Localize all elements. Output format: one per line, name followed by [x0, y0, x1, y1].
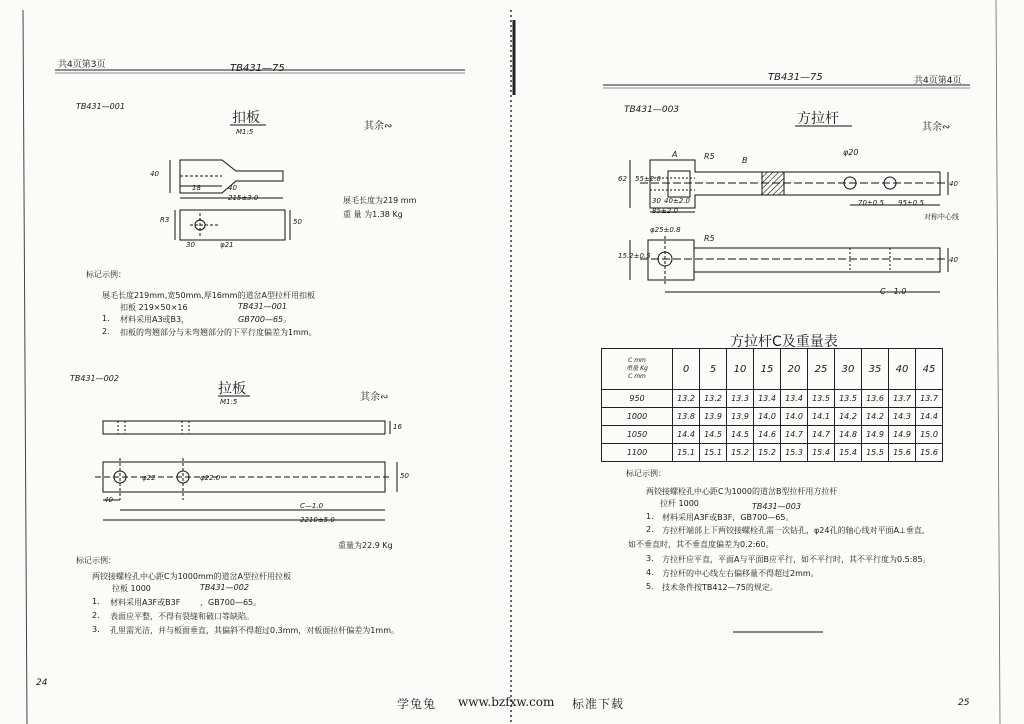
weight-table-corner — [602, 349, 673, 390]
part2-dim-40: 40 — [104, 496, 113, 504]
part2-weight: 重量为22.9 Kg — [338, 541, 393, 550]
part1-req1: 材料采用A3或B3， — [120, 315, 190, 324]
table-cell: 14.0 — [754, 408, 781, 426]
footer-label: 标准下载 — [572, 697, 625, 711]
part3-r5-top: R5 — [704, 152, 715, 161]
part3-req2: 方拉杆端部上下两铰接螺栓孔需一次钻孔，φ24孔的轴心线对平面A⊥垂直, — [662, 526, 925, 535]
table-cell: 15.3 — [781, 444, 808, 462]
part3-req4-no: 4. — [646, 568, 654, 577]
part3-mark-title: 标记示例： — [626, 469, 666, 478]
part2-dim-phi2: φ22.0 — [200, 474, 221, 482]
table-row — [602, 426, 943, 444]
part3-label-b: B — [742, 156, 748, 165]
right-page-number: 25 — [958, 698, 970, 708]
table-cell: 14.4 — [673, 426, 700, 444]
part3-req5-no: 5. — [646, 582, 654, 591]
row-c: 1100 — [602, 444, 673, 462]
part3-dim-62: 62 — [618, 175, 627, 183]
table-cell: 13.9 — [700, 408, 727, 426]
part3-dim-15: 15.2±0.5 — [618, 252, 651, 260]
part1-dim-18: 18 — [192, 184, 201, 192]
part3-req1-no: 1. — [646, 512, 654, 521]
part3-dim-40s: 40±2.0 — [664, 197, 690, 205]
col-header: 10 — [727, 349, 754, 390]
right-page-info: 共4页第4页 — [914, 76, 962, 86]
col-header: 15 — [754, 349, 781, 390]
col-header: 20 — [781, 349, 808, 390]
table-cell: 13.4 — [781, 390, 808, 408]
part3-label-a: A — [672, 150, 678, 159]
left-page-number: 24 — [36, 678, 48, 688]
table-cell: 13.7 — [916, 390, 943, 408]
col-header: 35 — [862, 349, 889, 390]
part2-req1-no: 1. — [92, 597, 100, 606]
part2-scale: M1:5 — [220, 398, 238, 406]
part3-dim-40b: 40 — [949, 256, 958, 264]
part3-req1: 材料采用A3F或B3F，GB700—65。 — [662, 513, 794, 522]
table-cell: 15.2 — [727, 444, 754, 462]
part1-dim-length: 215±3.0 — [228, 194, 259, 202]
part2-req3: 孔里需光洁，并与板面垂直，其偏斜不得超过0.3mm，对板面拉杆偏差为1mm。 — [110, 626, 399, 635]
part1-side-view — [170, 160, 283, 198]
table-cell: 14.3 — [889, 408, 916, 426]
col-header: 25 — [808, 349, 835, 390]
part3-dim-side: 55±2.0 — [635, 175, 661, 183]
part1-mark-std: TB431—001 — [238, 302, 287, 311]
col-header: 5 — [700, 349, 727, 390]
table-cell: 13.9 — [727, 408, 754, 426]
part3-req2-no: 2. — [646, 525, 654, 534]
footer-url[interactable]: www.bzfxw.com — [458, 695, 555, 709]
part1-req2-no: 2. — [102, 327, 110, 336]
part2-dim-total: 2210±5.0 — [300, 516, 335, 524]
table-cell: 14.9 — [862, 426, 889, 444]
table-row — [602, 408, 943, 426]
part3-code: TB431—003 — [624, 105, 680, 115]
part3-plan-view — [630, 236, 948, 292]
part3-mark-std: TB431—003 — [752, 502, 801, 511]
part1-mark-title: 标记示例： — [86, 270, 126, 279]
part3-dim-85: 85±2.0 — [652, 207, 678, 215]
part3-mark-code: 拉杆 1000 — [660, 499, 699, 508]
part2-dim-c: C—1.0 — [300, 502, 324, 510]
part2-dim-16: 16 — [393, 423, 402, 431]
table-row — [602, 444, 943, 462]
part1-title: 扣板 — [232, 110, 260, 126]
table-cell: 14.6 — [754, 426, 781, 444]
table-cell: 15.1 — [700, 444, 727, 462]
part3-r5-bottom: R5 — [704, 234, 715, 243]
corner-weight: 重量 Kg — [626, 365, 648, 372]
table-cell: 14.7 — [781, 426, 808, 444]
table-cell: 13.8 — [673, 408, 700, 426]
part1-dim-30: 30 — [186, 241, 195, 249]
table-cell: 13.3 — [727, 390, 754, 408]
part3-req5: 技术条件按TB412—75的规定。 — [662, 583, 778, 592]
part3-req3-no: 3. — [646, 554, 654, 563]
part2-mark-std: TB431—002 — [200, 583, 249, 592]
table-cell: 15.1 — [673, 444, 700, 462]
part2-req2-no: 2. — [92, 611, 100, 620]
table-cell: 15.6 — [916, 444, 943, 462]
table-cell: 14.8 — [835, 426, 862, 444]
table-cell: 15.4 — [835, 444, 862, 462]
row-c: 1000 — [602, 408, 673, 426]
table-cell: 13.7 — [889, 390, 916, 408]
table-cell: 14.2 — [835, 408, 862, 426]
part3-req3: 方拉杆应平直，平面A与平面B应平行，如不平行时，其不平行度为0.5:85。 — [662, 555, 931, 564]
part2-roughness: 其余∾ — [360, 392, 389, 403]
table-cell: 13.5 — [835, 390, 862, 408]
part3-dim-30: 30 — [652, 197, 661, 205]
part3-title: 方拉杆 — [797, 111, 839, 127]
part1-dim-50: 50 — [293, 218, 302, 226]
col-header: 30 — [835, 349, 862, 390]
table-cell: 15.6 — [889, 444, 916, 462]
left-page-info: 共4页第3页 — [58, 60, 106, 70]
part2-code: TB431—002 — [70, 374, 119, 383]
weight-table-title: 方拉杆C及重量表 — [730, 334, 838, 350]
table-cell: 13.2 — [673, 390, 700, 408]
table-cell: 14.9 — [889, 426, 916, 444]
table-cell: 13.2 — [700, 390, 727, 408]
weight-table-header — [602, 349, 943, 390]
col-header: 40 — [889, 349, 916, 390]
part2-req1: 材料采用A3F或B3F — [110, 598, 181, 607]
table-cell: 15.4 — [808, 444, 835, 462]
part2-req1b: ，GB700—65。 — [200, 598, 262, 607]
table-cell: 15.5 — [862, 444, 889, 462]
row-c: 950 — [602, 390, 673, 408]
part3-dim-phi25: φ25±0.8 — [650, 226, 681, 234]
part2-req3-no: 3. — [92, 625, 100, 634]
col-header: 45 — [916, 349, 943, 390]
part1-mark-line: 展毛长度219mm,宽50mm,厚16mm的道岔A型拉杆用扣板 — [102, 291, 315, 300]
left-standard-number: TB431—75 — [230, 63, 285, 74]
part1-dim-height: 40 — [150, 170, 159, 178]
part1-roughness: 其余∾ — [364, 121, 393, 132]
part3-center-line-label: 对称中心线 — [924, 213, 959, 221]
part1-req1-no: 1. — [102, 314, 110, 323]
table-cell: 13.4 — [754, 390, 781, 408]
table-cell: 14.0 — [781, 408, 808, 426]
part2-mark-title: 标记示例： — [76, 556, 116, 565]
corner-c: C mm — [628, 357, 646, 364]
part1-plan-view — [175, 210, 290, 240]
part1-dim-40: 40 — [228, 184, 237, 192]
table-cell: 14.5 — [700, 426, 727, 444]
footer-site-name: 学兔兔 — [397, 697, 437, 711]
table-row — [602, 390, 943, 408]
part2-plan-view — [95, 458, 397, 520]
part1-dim-phi: φ21 — [220, 241, 234, 249]
table-cell: 15.2 — [754, 444, 781, 462]
table-cell: 14.2 — [862, 408, 889, 426]
part3-dim-95: 95±0.5 — [898, 199, 924, 207]
part3-dim-40: 40 — [949, 180, 958, 188]
part1-dim-r3: R3 — [160, 216, 170, 224]
part2-title: 拉板 — [218, 381, 246, 397]
part2-top-view — [103, 421, 390, 434]
table-cell: 14.4 — [916, 408, 943, 426]
table-cell: 14.5 — [727, 426, 754, 444]
part2-dim-phi: φ22 — [142, 474, 156, 482]
part3-phi20: φ20 — [843, 148, 859, 157]
part1-note-length: 展毛长度为219 mm — [343, 196, 417, 205]
table-cell: 15.0 — [916, 426, 943, 444]
table-cell: 13.6 — [862, 390, 889, 408]
corner-cmm: C mm — [628, 373, 646, 380]
part3-roughness: 其余∾ — [922, 122, 951, 133]
part3-dim-70: 70±0.5 — [858, 199, 884, 207]
part3-dim-c: C—1.0 — [880, 287, 907, 296]
part3-req2b: 如不垂直时，其不垂直度偏差为0.2:60。 — [628, 540, 774, 549]
part1-code: TB431—001 — [76, 102, 125, 111]
part1-req1b: GB700—65。 — [238, 315, 292, 324]
right-standard-number: TB431—75 — [768, 72, 823, 83]
part1-mark-code: 扣板 219×50×16 — [120, 303, 188, 312]
part2-mark-line: 两铰接螺栓孔中心距C为1000mm的道岔A型拉杆用拉板 — [92, 572, 292, 581]
table-cell: 13.5 — [808, 390, 835, 408]
table-cell: 14.7 — [808, 426, 835, 444]
part2-req2: 表面应平整，不得有裂缝和破口等缺陷。 — [110, 612, 254, 621]
part3-mark-line: 两铰接螺栓孔中心距C为1000的道岔B型拉杆用方拉杆 — [646, 487, 838, 496]
part1-scale: M1:5 — [236, 128, 254, 136]
weight-table — [601, 348, 943, 462]
row-c: 1050 — [602, 426, 673, 444]
part1-req2: 扣板的弯翘部分与未弯翘部分的下平行度偏差为1mm。 — [120, 328, 317, 337]
part1-note-weight: 重 量 为1.38 Kg — [343, 210, 403, 219]
table-cell: 14.1 — [808, 408, 835, 426]
col-header: 0 — [673, 349, 700, 390]
part3-req4: 方拉杆的中心线左右偏移量不得超过2mm。 — [662, 569, 819, 578]
part2-mark-code: 拉板 1000 — [112, 584, 151, 593]
part2-dim-50: 50 — [400, 472, 409, 480]
